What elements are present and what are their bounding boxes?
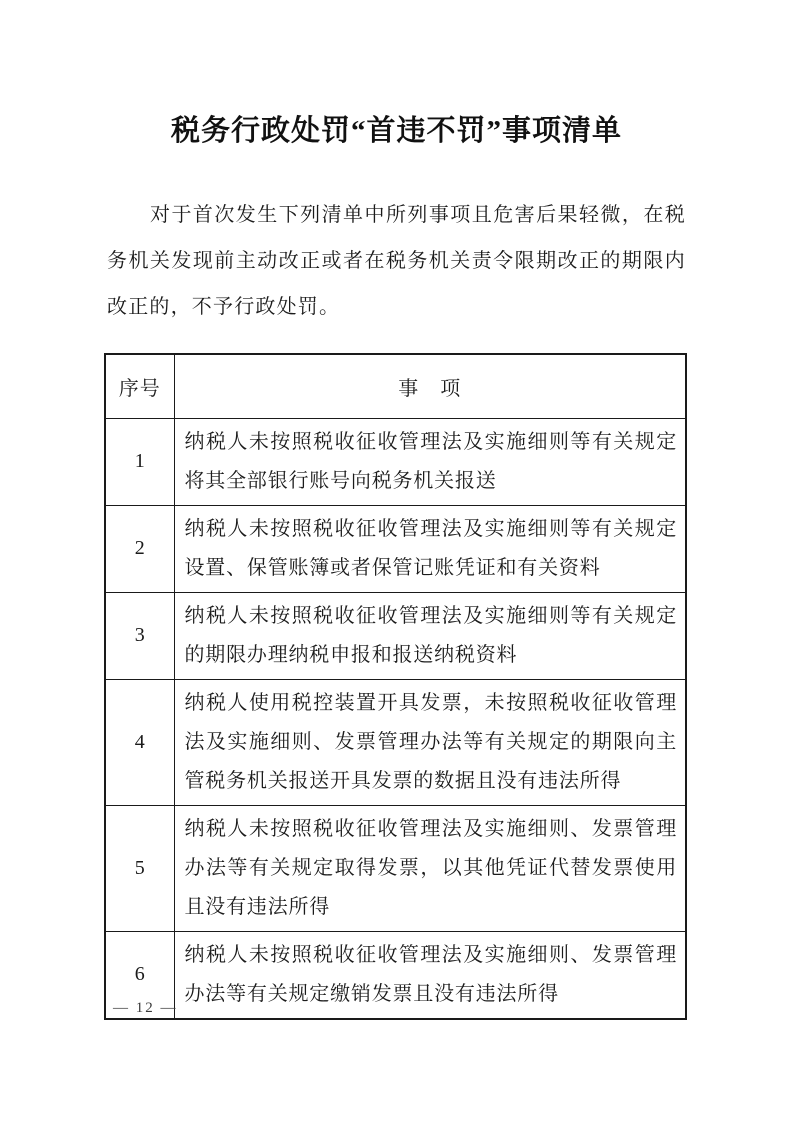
table-row	[105, 592, 686, 679]
row-number: 5	[105, 805, 174, 931]
table-row	[105, 679, 686, 805]
row-item-text: 纳税人未按照税收征收管理法及实施细则等有关规定的期限办理纳税申报和报送纳税资料	[174, 592, 686, 679]
row-item-text: 纳税人未按照税收征收管理法及实施细则、发票管理办法等有关规定缴销发票且没有违法所得	[174, 931, 686, 1019]
table-row	[105, 505, 686, 592]
row-item-text: 纳税人未按照税收征收管理法及实施细则等有关规定设置、保管账簿或者保管记账凭证和有关资料	[174, 505, 686, 592]
table-row	[105, 418, 686, 505]
row-item-text: 纳税人未按照税收征收管理法及实施细则、发票管理办法等有关规定取得发票，以其他凭证代替发票使用且没有违法所得	[174, 805, 686, 931]
column-header-item: 事 项	[174, 354, 686, 418]
row-number: 4	[105, 679, 174, 805]
items-table	[104, 353, 687, 1020]
row-item-text: 纳税人使用税控装置开具发票，未按照税收征收管理法及实施细则、发票管理办法等有关规定的期限向主管税务机关报送开具发票的数据且没有违法所得	[174, 679, 686, 805]
table-header-row	[105, 354, 686, 418]
row-number: 2	[105, 505, 174, 592]
row-number: 6	[105, 931, 174, 1019]
row-number: 1	[105, 418, 174, 505]
table-row	[105, 931, 686, 1019]
intro-paragraph: 对于首次发生下列清单中所列事项且危害后果轻微，在税务机关发现前主动改正或者在税务机关责令限期改正的期限内改正的，不予行政处罚。	[107, 204, 686, 318]
table-row	[105, 805, 686, 931]
row-number: 3	[105, 592, 174, 679]
column-header-no: 序号	[105, 354, 174, 418]
document-title: 税务行政处罚“首违不罚”事项清单	[170, 115, 622, 147]
page-number: — 12 —	[113, 1000, 178, 1016]
row-item-text: 纳税人未按照税收征收管理法及实施细则等有关规定将其全部银行账号向税务机关报送	[174, 418, 686, 505]
